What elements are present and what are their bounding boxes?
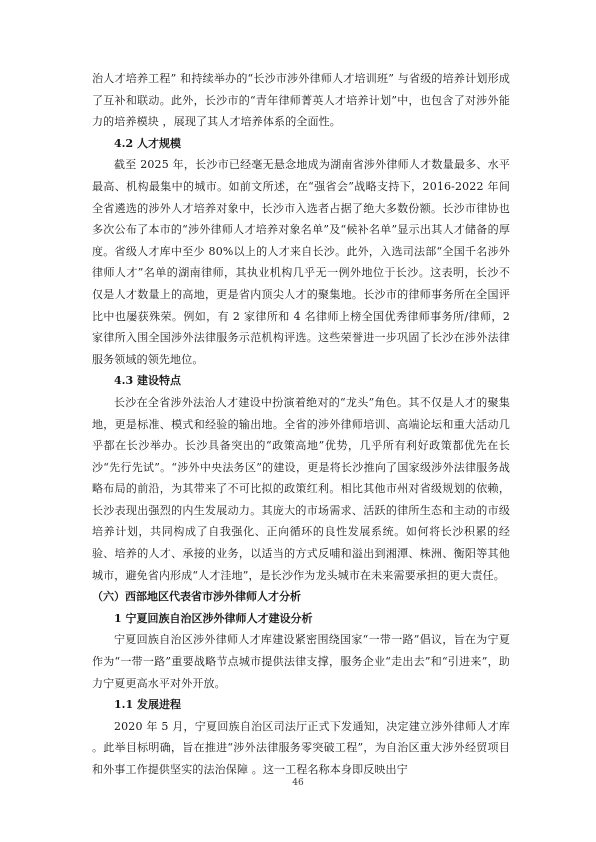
paragraph-4: 宁夏回族自治区涉外律师人才库建设紧密围绕国家“一带一路”倡议，旨在为宁夏作为“一带一路”重要战略节点城市提供法律支撑，服务企业“走出去”和“引进来”，助力宁夏更高水平对外开放。 (92, 633, 510, 690)
paragraph-5: 2020 年 5 月，宁夏回族自治区司法厅正式下发通知，决定建立涉外律师人才库 。此举目标明确，旨在推进“涉外法律服务零突破工程”，为自治区重大涉外经贸项目和外事工作提供坚实的法治保障 。这一工程名称本身即反映出宁 (92, 719, 510, 776)
section-heading-1-1: 1.1 发展进程 (114, 698, 181, 712)
paragraph-2: 截至 2025 年，长沙市已经毫无悬念地成为湖南省涉外律师人才数量最多、水平最高、机构最集中的城市。如前文所述，在“强省会”战略支持下，2016-2022 年间全省遴选的涉外人才培养对象中，长沙市入选者占据了绝大多数份额。长沙市律协也多次公布了本市的“涉外律师人才培养对象名单”及“候补名单”显示出其人才储备的厚度。省级人才库中至少 80%以上的人才来自长沙。此外，入选司法部“全国千名涉外律师人才”名单的湖南律师，其执业机构几乎无一例外地位于长沙。这表明，长沙不仅是人才数量上的高地，更是省内顶尖人才的聚集地。长沙市的律师事务所在全国评比中也屡获殊荣。例如，有 2 家律所和 4 名律师上榜全国优秀律师事务所/律师，2 家律所入围全国涉外法律服务示范机构评选。这些荣誉进一步巩固了长沙在涉外法律服务领域的领先地位。 (92, 158, 510, 366)
section-heading-4-2: 4.2 人才规模 (114, 136, 181, 150)
paragraph-3: 长沙在全省涉外法治人才建设中扮演着绝对的“龙头”角色。其不仅是人才的聚集地，更是标准、模式和经验的输出地。全省的涉外律师培训、高端论坛和重大活动几乎都在长沙举办。长沙具备突出的“政策高地”优势，几乎所有利好政策都优先在长沙“先行先试”。“涉外中央法务区”的建设，更是将长沙推向了国家级涉外法律服务战略布局的前沿，为其带来了不可比拟的政策红利。相比其他市州对省级规划的依赖，长沙表现出强烈的内生发展动力。其庞大的市场需求、活跃的律所生态和主动的市级培养计划，共同构成了自我强化、正向循环的良性发展系统。如何将长沙积累的经验、培养的人才、承接的业务，以适当的方式反哺和溢出到湘潭、株洲、衡阳等其他城市，避免省内形成“人才洼地”，是长沙作为龙头城市在未来需要承担的更大责任。 (92, 395, 510, 582)
paragraph-1: 治人才培养工程” 和持续举办的“长沙市涉外律师人才培训班” 与省级的培养计划形成了互补和联动。此外，长沙市的“青年律师菁英人才培养计划”中，也包含了对涉外能力的培养模块 ，展现了其人才培养体系的全面性。 (92, 72, 510, 129)
page-number: 46 (292, 778, 304, 788)
section-heading-4-3: 4.3 建设特点 (114, 374, 181, 388)
document-body (92, 68, 510, 781)
section-heading-1: 1 宁夏回族自治区涉外律师人才建设分析 (114, 611, 313, 625)
section-heading-6: （六）西部地区代表省市涉外律师人才分析 (92, 590, 301, 604)
